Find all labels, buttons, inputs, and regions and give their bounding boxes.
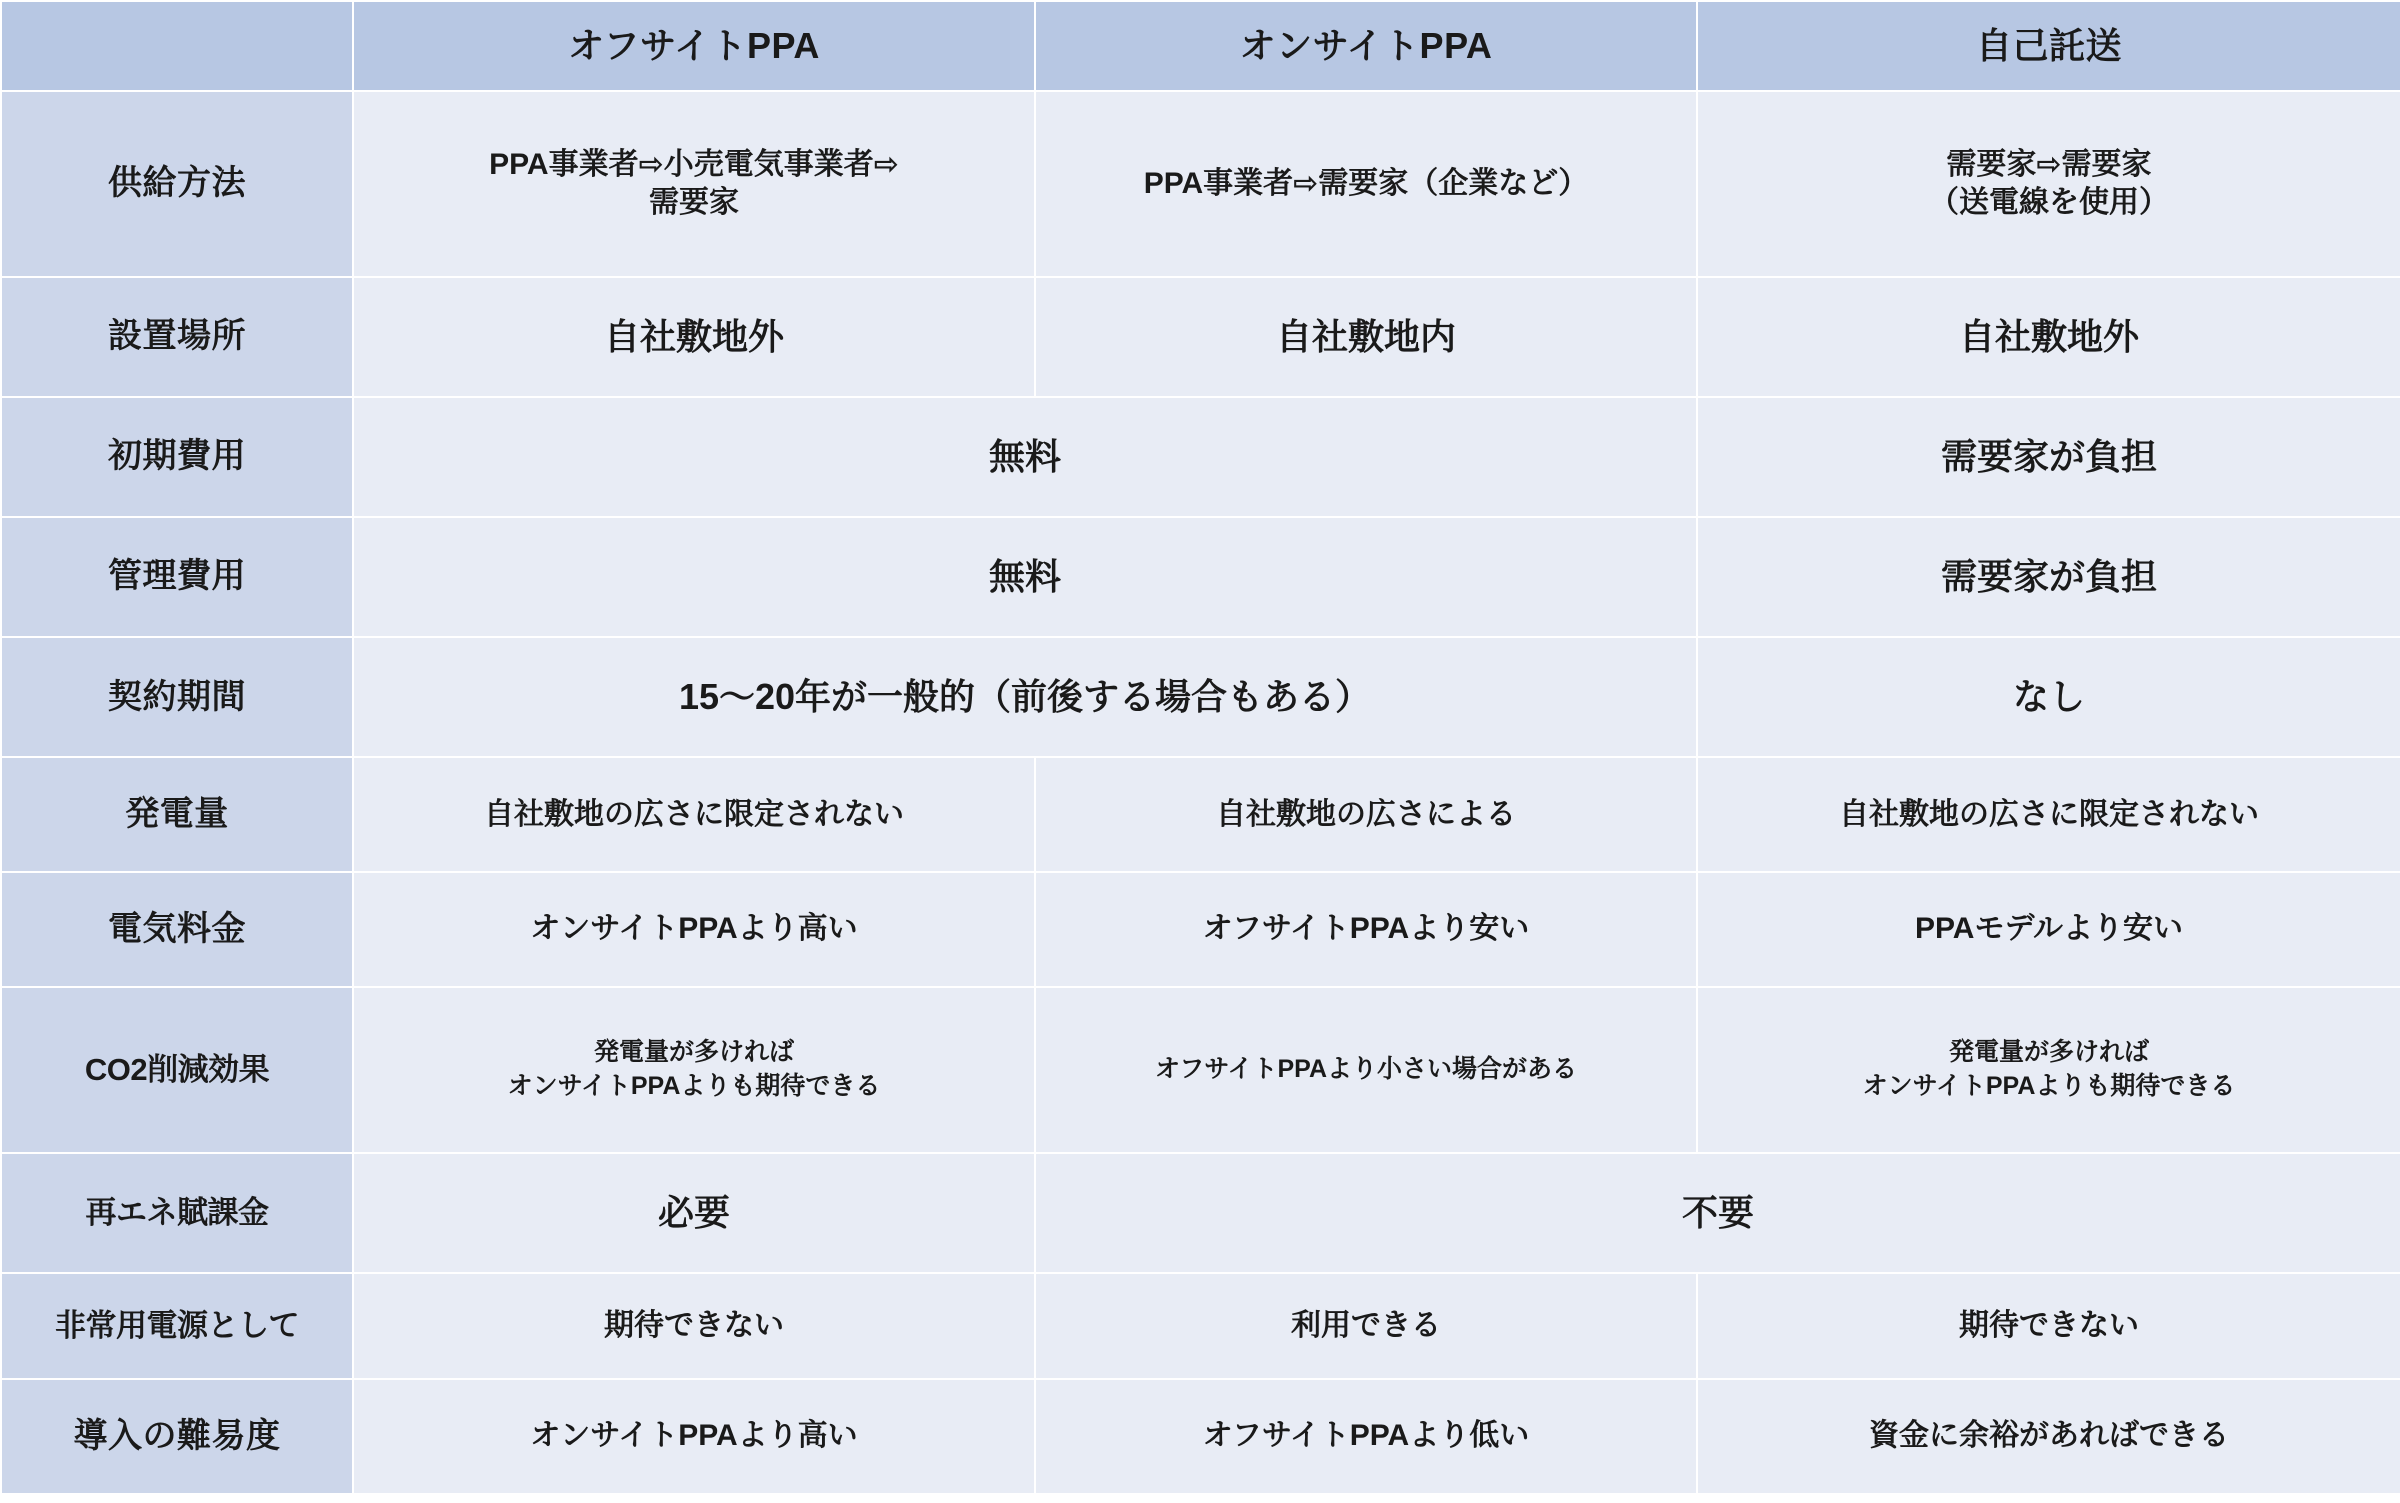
table-cell: 15〜20年が一般的（前後する場合もある） [353,637,1697,757]
row-label: 再エネ賦課金 [1,1153,353,1273]
table-row [1,872,2400,987]
table-cell: 需要家⇨需要家 （送電線を使用） [1697,91,2400,277]
row-label: 電気料金 [1,872,353,987]
table-cell: 需要家が負担 [1697,517,2400,637]
table-cell: 無料 [353,517,1697,637]
table-row [1,397,2400,517]
table-cell: 自社敷地の広さに限定されない [1697,757,2400,872]
table-cell: 自社敷地外 [1697,277,2400,397]
table-cell: 必要 [353,1153,1035,1273]
column-header-onsite-ppa: オンサイトPPA [1035,1,1697,91]
table-cell: 無料 [353,397,1697,517]
table-cell: オフサイトPPAより低い [1035,1379,1697,1494]
row-label: 管理費用 [1,517,353,637]
table-row [1,1379,2400,1494]
table-row [1,987,2400,1153]
table-cell: 期待できない [1697,1273,2400,1379]
table-cell: 自社敷地内 [1035,277,1697,397]
table-cell: PPA事業者⇨需要家（企業など） [1035,91,1697,277]
table-cell: 自社敷地の広さによる [1035,757,1697,872]
table-cell: オンサイトPPAより高い [353,1379,1035,1494]
column-header-offsite-ppa: オフサイトPPA [353,1,1035,91]
table-cell: 自社敷地外 [353,277,1035,397]
table-cell: 自社敷地の広さに限定されない [353,757,1035,872]
table-cell: PPA事業者⇨小売電気事業者⇨ 需要家 [353,91,1035,277]
table-row [1,517,2400,637]
row-label: 初期費用 [1,397,353,517]
table-cell: 期待できない [353,1273,1035,1379]
table-row [1,1153,2400,1273]
table-cell: PPAモデルより安い [1697,872,2400,987]
row-label: 発電量 [1,757,353,872]
table-cell: オンサイトPPAより高い [353,872,1035,987]
table-cell: 需要家が負担 [1697,397,2400,517]
table-cell: 発電量が多ければ オンサイトPPAよりも期待できる [1697,987,2400,1153]
table-header [1,1,2400,91]
table-row [1,637,2400,757]
table-corner-cell [1,1,353,91]
row-label: 非常用電源として [1,1273,353,1379]
table-cell: 発電量が多ければ オンサイトPPAよりも期待できる [353,987,1035,1153]
table-header-row [1,1,2400,91]
table-cell: 利用できる [1035,1273,1697,1379]
row-label: 契約期間 [1,637,353,757]
column-header-self-wheeling: 自己託送 [1697,1,2400,91]
table-row [1,1273,2400,1379]
table-row [1,91,2400,277]
table-row [1,757,2400,872]
table-cell: 不要 [1035,1153,2400,1273]
table-row [1,277,2400,397]
row-label: 導入の難易度 [1,1379,353,1494]
table-cell: 資金に余裕があればできる [1697,1379,2400,1494]
row-label: 供給方法 [1,91,353,277]
table-cell: なし [1697,637,2400,757]
table-cell: オフサイトPPAより安い [1035,872,1697,987]
row-label: 設置場所 [1,277,353,397]
table-cell: オフサイトPPAより小さい場合がある [1035,987,1697,1153]
table-body [1,91,2400,1494]
row-label: CO2削減効果 [1,987,353,1153]
